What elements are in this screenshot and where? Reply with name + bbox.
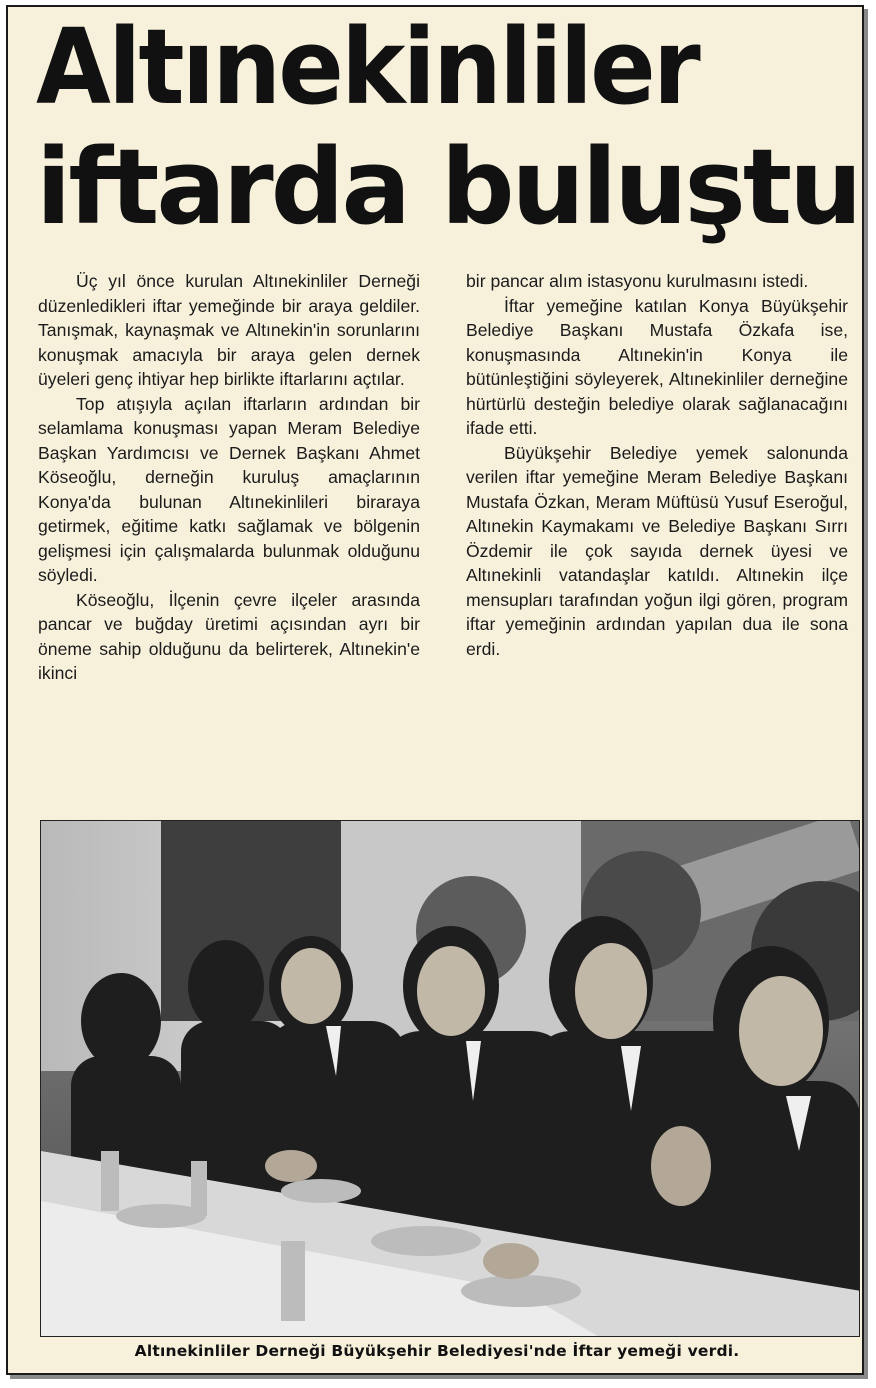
article-column-right [466,269,848,661]
paragraph: İftar yemeğine katılan Konya Büyükşehir Belediye Başkanı Mustafa Özkafa ise, konuşmasında Altınekin'in Konya ile bütünleştiğini söyleyerek, Altınekinliler derneğine hürtürlü desteğin belediye olarak sağlanacağını ifade etti. [466,295,848,438]
paragraph: Üç yıl önce kurulan Altınekinliler Derneği düzenledikleri iftar yemeğinde bir araya geldiler. Tanışmak, kaynaşmak ve Altınekin'in sorunlarını konuşmak amacıyla bir araya gelen dernek üyeleri genç ihtiyar hep birlikte iftarlarını açtılar. [38,271,420,389]
news-photo [40,820,860,1337]
photo-caption: Altınekinliler Derneği Büyükşehir Belediyesi'nde İftar yemeği verdi. [134,1342,740,1360]
headline-line-2: iftarda buluştu [36,126,860,248]
paragraph: Top atışıyla açılan iftarların ardından bir selamlama konuşması yapan Meram Belediye Başkan Yardımcısı ve Dernek Başkanı Ahmet Köseoğlu, derneğin kuruluş amaçlarının Konya'da bulunan Altınekinlileri biraraya getirmek, eğitime katkı sağlamak ve bölgenin gelişmesi için çalışmalarda bulunmak olduğunu söyledi. [38,393,420,585]
newspaper-clipping [6,5,864,1375]
headline-line-1: Altınekinliler [36,6,698,128]
paragraph: bir pancar alım istasyonu kurulmasını istedi. [466,271,809,291]
article-column-left [38,269,420,686]
paragraph: Büyükşehir Belediye yemek salonunda verilen iftar yemeğine Meram Belediye Başkanı Mustafa Özkan, Meram Müftüsü Yusuf Eseroğul, Altınekin Kaymakamı ve Belediye Başkanı Sırrı Özdemir ile çok sayıda dernek üyesi ve Altınekinli vatandaşlar katıldı. Altınekin ilçe mensupları tarafından yoğun ilgi gören, program iftar yemeğinin ardından yapılan dua ile sona erdi. [466,442,848,659]
paragraph: Köseoğlu, İlçenin çevre ilçeler arasında pancar ve buğday üretimi açısından ayrı bir öneme sahip olduğunu da belirterek, Altınekin'e ikinci [38,589,420,683]
photo-illustration [41,821,860,1337]
